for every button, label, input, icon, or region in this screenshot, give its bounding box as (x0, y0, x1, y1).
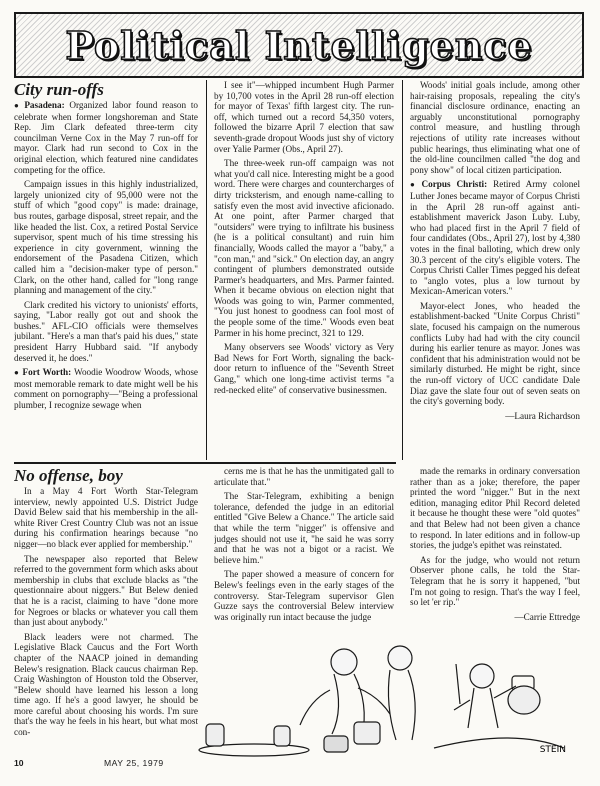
no-offense-column-1 (14, 466, 198, 756)
paragraph (14, 367, 198, 410)
paragraph (14, 100, 198, 175)
section-banner (14, 12, 584, 78)
no-offense-column-2 (214, 466, 394, 638)
paragraph: made the remarks in ordinary conversation rather than as a joke; therefore, the paper printed the word "nigger." But in the next edition, managing editor Phil Record deleted it because he thought these were "old quotes" and that Belew had not been given a chance to respond. In later editions and in follow-up stories, the judge's epithet was reinstated. (410, 466, 580, 551)
paragraph: Black leaders were not charmed. The Legislative Black Caucus and the Fort Worth chapter of the NAACP joined in demanding Belew's resignation. Black caucus chairman Rep. Craig Washington of Houston told the Observer, "Belew should have learned his lesson a long time ago. If he's a good lawyer, he should be more careful about choosing his words. I'm sure that's the way he feels in his heart, but what most con- (14, 631, 198, 738)
paragraph: Mayor-elect Jones, who headed the establishment-backed "Unite Corpus Christi" slate, focused his campaign on the numerous conflicts Luby had had with the city council during his earlier tenure as mayor. Jones was confident that his administration would not be similarly disturbed. He might be right, since the run-off victory of UCC candidate Dale Diaz gave the slate four out of seven seats on the city's governing body. (410, 300, 580, 407)
section-divider (14, 462, 396, 464)
column-divider (402, 80, 403, 460)
column-divider (206, 80, 207, 460)
cartoon-illustration (194, 640, 574, 758)
paragraph: Many observers see Woods' victory as Very Bad News for Fort Worth, signaling the back-door return to influence of the "Seventh Street Gang," which one long-time activist terms "a red-necked elite" of conservative businessmen. (214, 342, 394, 395)
magazine-page (14, 12, 586, 776)
paragraph (410, 179, 580, 297)
cartoonist-signature: STEIN (539, 745, 566, 755)
paragraph: cerns me is that he has the unmitigated gall to articulate that." (214, 466, 394, 487)
paragraph: Clark credited his victory to unionists' efforts, saying, "Labor really got out and shook the bushes." AFL-CIO officials were themselves jubilant. "Here's a man that's paid his dues," state president Harry Hubbard said. "If anybody deserved it, he does." (14, 299, 198, 363)
no-offense-heading: No offense, boy (14, 466, 123, 485)
bullet-icon: ● (410, 180, 419, 190)
paragraph: In a May 4 Fort Worth Star-Telegram interview, newly appointed U.S. District Judge David Belew said that his membership in the all-white River Crest Country Club was not an issue during his confirmation hearings because "no nigger—no black ever applied for membership." (14, 486, 198, 549)
bullet-icon: ● (14, 368, 20, 378)
page-number: 10 (14, 758, 24, 768)
paragraph: Campaign issues in this highly industrialized, largely unionized city of 95,000 were not the stuff of which "good copy" is made: drainage, bus routes, garbage disposal, street repair, and the like headed the list. Cox, a retired Postal Service supervisor, spent much of his time stressing his experience in city government, winning the endorsement of the Pasadena Citizen, which called him a "decision-maker type of person." Clark, on the other hand, called for "long range planning and management of the city." (14, 179, 198, 296)
paragraph: The newspaper also reported that Belew referred to the government form which asks about membership in clubs that exclude blacks as "the questionnaire about niggers." But Belew denied that he is a racist, claiming to have "done more for Negroes or blacks or whatever you call them than just about anybody." (14, 553, 198, 628)
paragraph-text: Woodie Woodrow Woods, whose most memorable remark to date might well be his comment on pornography—"Being a professional plumber, I recognize sewage when (14, 367, 198, 411)
paragraph-text: Retired Army colonel Luther Jones became mayor of Corpus Christi in the April 28 run-off against anti-establishment maverick Jason Luby. Luby, who had placed first in the April 7 field of four candidates (Obs., April 27), lost by 4,380 votes in the final balloting, which drew only 30.3 percent of the city's eligible voters. The Corpus Christi Caller Times pegged his defeat to "anglo votes, plus a low turnout by Mexican-American voters." (410, 179, 580, 297)
city-runoffs-heading: City run-offs (14, 80, 104, 99)
paragraph-text: Organized labor found reason to celebrate when former longshoreman and State Rep. Jim Clark defeated three-term city councilman Verne Cox in the May 7 run-off for mayor. Clark had run second to Cox in the original election, which featured nine candidates competing for the office. (14, 100, 198, 175)
city-runoffs-column-1 (14, 80, 198, 460)
byline: —Laura Richardson (505, 410, 580, 421)
paragraph: I see it"—whipped incumbent Hugh Parmer by 10,700 votes in the April 28 run-off election for mayor of Texas' fifth largest city. The run-off, which turned out a record 54,350 voters, followed the bizarre April 7 election that saw seventh-grade dropout Woods just shy of victory over Yalie Parmer (Obs., April 27). (214, 80, 394, 154)
banner-title: Political Intelligence (65, 22, 533, 68)
bullet-icon: ● (14, 101, 22, 110)
byline: —Carrie Ettredge (514, 611, 580, 622)
city-runoffs-column-3 (410, 80, 580, 460)
paragraph: Woods' initial goals include, among other hair-raising proposals, repealing the city's financial disclosure ordinance, enacting an arguably unconstitutional pornography control measure, and hustling through rejections of utility rate increases without public hearings, thus eliminating what one of the old-line councilmen called "the dog and pony show" of local citizen participation. (410, 80, 580, 175)
issue-date: MAY 25, 1979 (104, 758, 164, 768)
city-runoffs-column-2 (214, 80, 394, 460)
location-label: Corpus Christi: (421, 179, 488, 190)
no-offense-column-3 (410, 466, 580, 638)
paragraph: As for the judge, who would not return Observer phone calls, he told the Star-Telegram that he is sorry it happened, "but I'm not going to resign. That's the way I feel, so let 'er rip." (410, 554, 580, 608)
location-label: Fort Worth: (22, 367, 72, 378)
paragraph: The three-week run-off campaign was not what you'd call nice. Interesting might be a good word. There were charges and countercharges of dirty tricksterism, and enough name-calling to satisfy even the most avid invective aficionado. At one point, after Parmer charged that "outsiders" were trying to infiltrate his business (he is a political consultant) and ruin him financially, Woods called the mayor a "baby," a "con man," and "sick." On election day, an angry contingent of plumbers demonstrated outside Parmer's headquarters, and Mrs. Parmer fainted. When it became obvious on election night that Woods was going to win, Parmer commented, "You just honest to goodness can fool most of the people some of the time." Woods even beat Parmer in his home precinct, 321 to 129. (214, 158, 394, 338)
location-label: Pasadena: (24, 100, 65, 110)
paragraph: The Star-Telegram, exhibiting a benign tolerance, defended the judge in an editorial entitled "Give Belew a Chance." The article said that while the term "nigger" is offensive and judges should not use it, "he said he was sorry and that he was not a bigot or a racist. We believe him." (214, 491, 394, 565)
paragraph: The paper showed a measure of concern for Belew's feelings even in the early stages of the controversy. Star-Telegram supervisor Glen Guzze says the controversial Belew interview was originally run intact because the judge (214, 569, 394, 622)
